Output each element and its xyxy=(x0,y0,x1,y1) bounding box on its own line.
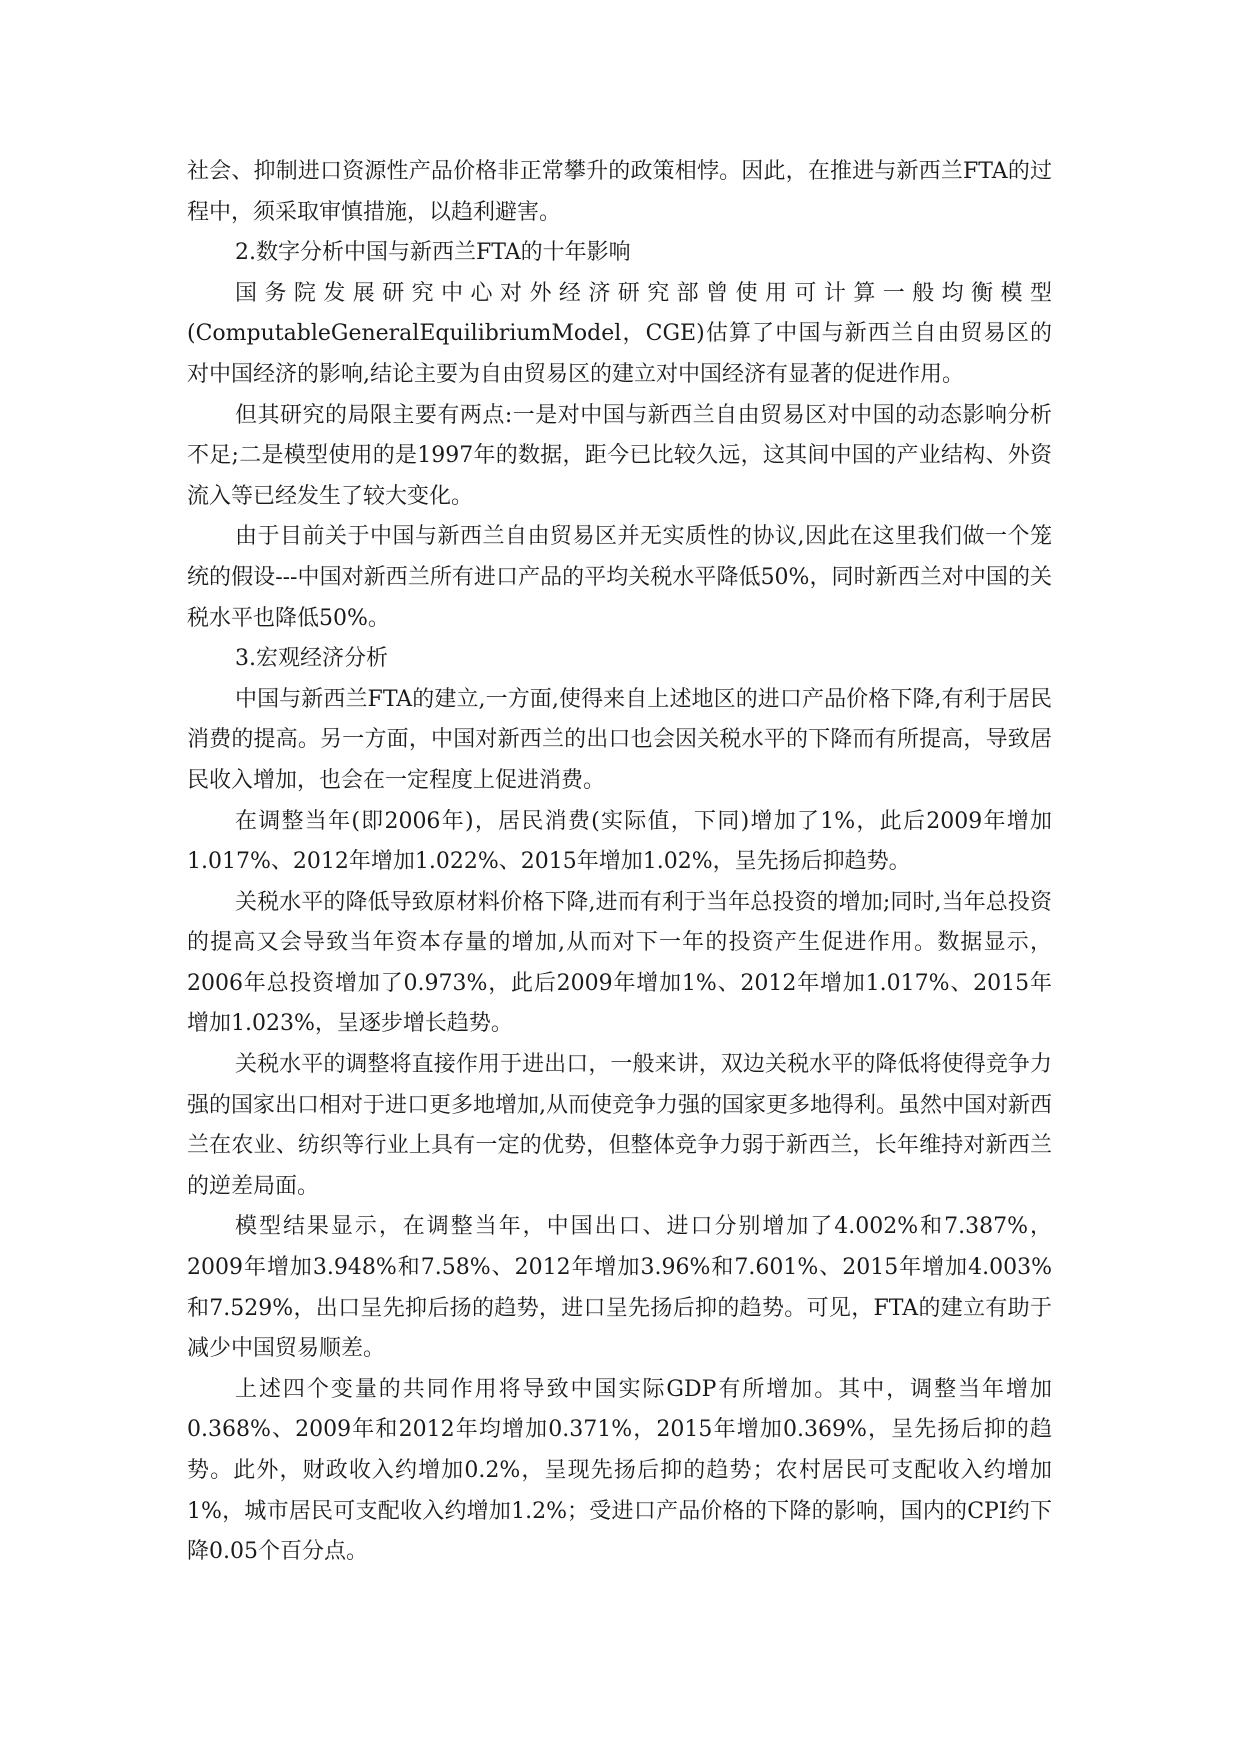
document-body xyxy=(187,152,1052,1573)
paragraph: 在调整当年(即2006年)，居民消费(实际值，下同)增加了1%，此后2009年增加1.017%、2012年增加1.022%、2015年增加1.02%，呈先扬后抑趋势。 xyxy=(187,808,1052,875)
paragraph: 国务院发展研究中心对外经济研究部曾使用可计算一般均衡模型(ComputableGeneralEquilibriumModel，CGE)估算了中国与新西兰自由贸易区的对中国经济的影响,结论主要为自由贸易区的建立对中国经济有显著的促进作用。 xyxy=(187,280,1052,387)
paragraph: 上述四个变量的共同作用将导致中国实际GDP有所增加。其中，调整当年增加0.368%、2009年和2012年均增加0.371%，2015年增加0.369%，呈先扬后抑的趋势。此外，财政收入约增加0.2%，呈现先扬后抑的趋势；农村居民可支配收入约增加1%，城市居民可支配收入约增加1.2%；受进口产品价格的下降的影响，国内的CPI约下降0.05个百分点。 xyxy=(187,1376,1052,1565)
section-heading-3: 3.宏观经济分析 xyxy=(235,646,388,672)
section-heading-2: 2.数字分析中国与新西兰FTA的十年影响 xyxy=(235,240,631,266)
paragraph-continuation: 社会、抑制进口资源性产品价格非正常攀升的政策相悖。因此，在推进与新西兰FTA的过程中，须采取审慎措施，以趋利避害。 xyxy=(187,159,1052,225)
paragraph: 由于目前关于中国与新西兰自由贸易区并无实质性的协议,因此在这里我们做一个笼统的假设---中国对新西兰所有进口产品的平均关税水平降低50%，同时新西兰对中国的关税水平也降低50%。 xyxy=(187,524,1052,631)
paragraph: 中国与新西兰FTA的建立,一方面,使得来自上述地区的进口产品价格下降,有利于居民消费的提高。另一方面，中国对新西兰的出口也会因关税水平的下降而有所提高，导致居民收入增加，也会在一定程度上促进消费。 xyxy=(187,686,1052,793)
paragraph: 关税水平的调整将直接作用于进出口，一般来讲，双边关税水平的降低将使得竞争力强的国家出口相对于进口更多地增加,从而使竞争力强的国家更多地得利。虽然中国对新西兰在农业、纺织等行业上具有一定的优势，但整体竞争力弱于新西兰，长年维持对新西兰的逆差局面。 xyxy=(187,1052,1052,1199)
paragraph: 关税水平的降低导致原材料价格下降,进而有利于当年总投资的增加;同时,当年总投资的提高又会导致当年资本存量的增加,从而对下一年的投资产生促进作用。数据显示，2006年总投资增加了0.973%，此后2009年增加1%、2012年增加1.017%、2015年增加1.023%，呈逐步增长趋势。 xyxy=(187,889,1052,1037)
paragraph: 模型结果显示，在调整当年，中国出口、进口分别增加了4.002%和7.387%，2009年增加3.948%和7.58%、2012年增加3.96%和7.601%、2015年增加4.003%和7.529%，出口呈先抑后扬的趋势，进口呈先扬后抑的趋势。可见，FTA的建立有助于减少中国贸易顺差。 xyxy=(187,1214,1052,1362)
paragraph: 但其研究的局限主要有两点:一是对中国与新西兰自由贸易区对中国的动态影响分析不足;二是模型使用的是1997年的数据，距今已比较久远，这其间中国的产业结构、外资流入等已经发生了较大变化。 xyxy=(187,402,1052,509)
